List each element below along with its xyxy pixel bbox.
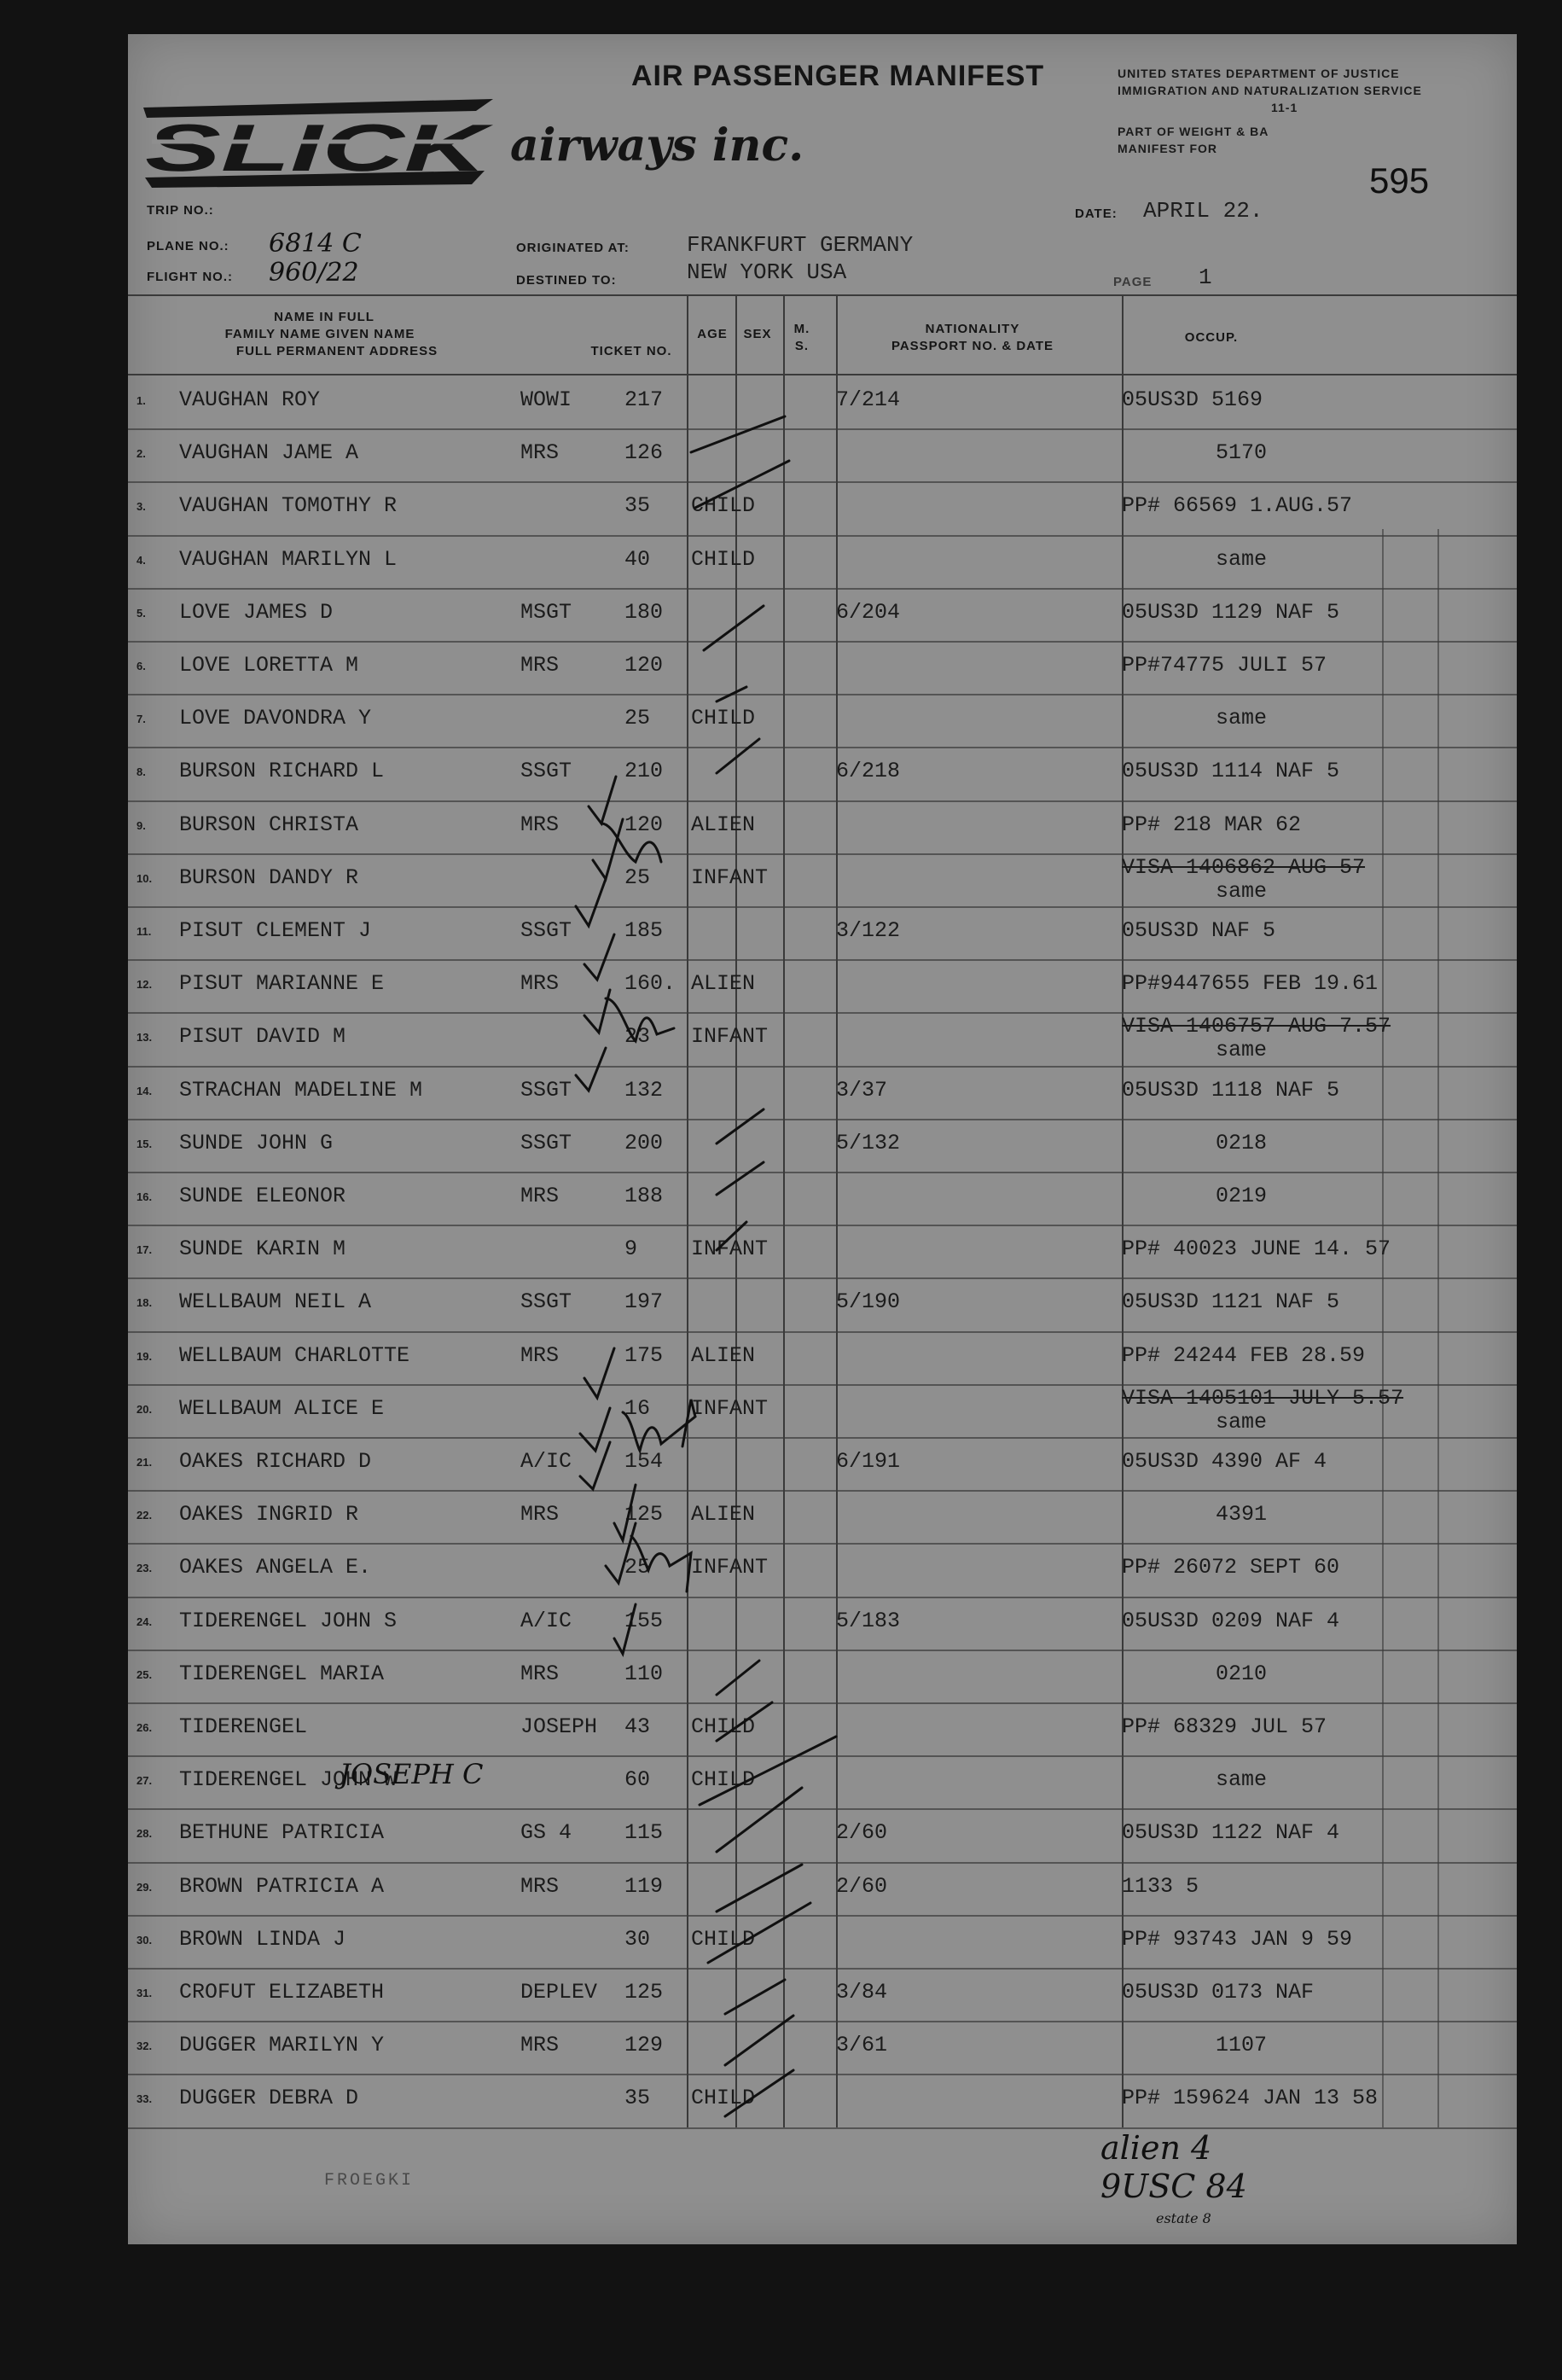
row-number: 31. xyxy=(136,1987,153,1999)
passenger-rank: MRS xyxy=(520,1873,560,1899)
ticket-number: 40 xyxy=(624,546,651,572)
ticket-number: 25 xyxy=(624,706,651,731)
ticket-number: 120 xyxy=(624,812,664,837)
passenger-name: CROFUT ELIZABETH xyxy=(179,1980,385,2005)
ticket-number: 119 xyxy=(624,1873,664,1899)
ticket-number: 125 xyxy=(624,1502,664,1528)
ticket-number: 197 xyxy=(624,1289,664,1315)
occupation-value: same xyxy=(1216,1767,1268,1793)
occupation-value: VISA 1405101 JULY 5.57 xyxy=(1122,1385,1404,1411)
age-value: CHILD xyxy=(691,706,756,731)
nationality-value: 2/60 xyxy=(836,1820,888,1846)
passenger-name: TIDERENGEL JOHN S xyxy=(179,1608,398,1633)
ticket-number: 60 xyxy=(624,1767,651,1793)
airways-inc-script: airways inc. xyxy=(510,119,804,172)
ticket-number: 129 xyxy=(624,2033,664,2058)
occupation-extra: same xyxy=(1216,1409,1268,1434)
nationality-header-line1: NATIONALITY xyxy=(925,322,1020,336)
ticket-number: 25 xyxy=(624,1555,651,1580)
document-title: AIR PASSENGER MANIFEST xyxy=(631,60,1045,92)
row-number: 4. xyxy=(136,553,146,567)
dash-mark xyxy=(717,1162,764,1195)
nationality-value: 3/84 xyxy=(836,1980,888,2005)
passenger-rank: MRS xyxy=(520,653,560,678)
passenger-name: PISUT MARIANNE E xyxy=(179,971,385,997)
passenger-rank: SSGT xyxy=(520,1130,572,1155)
dash-mark xyxy=(717,1661,759,1695)
row-number: 19. xyxy=(136,1349,153,1363)
occupation-value: 05US3D 1129 NAF 5 xyxy=(1122,599,1340,625)
dash-mark xyxy=(691,416,785,452)
passenger-name: SUNDE JOHN G xyxy=(179,1130,334,1155)
plane-no-label: PLANE NO.: xyxy=(147,239,229,253)
age-value: CHILD xyxy=(691,2086,756,2111)
occupation-value: same xyxy=(1216,546,1268,572)
ticket-number: 9 xyxy=(624,1237,638,1262)
ticket-number: 120 xyxy=(624,653,664,678)
passenger-name: PISUT DAVID M xyxy=(179,1024,346,1050)
row-number: 9. xyxy=(136,818,146,832)
row-number: 13. xyxy=(136,1031,153,1045)
handwritten-note-line3: estate 8 xyxy=(1156,2210,1211,2226)
footer-note: FROEGKI xyxy=(324,2171,415,2191)
row-number: 10. xyxy=(136,871,153,885)
nationality-value: 3/122 xyxy=(836,918,901,943)
trip-no-label: TRIP NO.: xyxy=(147,203,214,218)
name-header-line3: FULL PERMANENT ADDRESS xyxy=(235,344,438,358)
dept-justice-line: UNITED STATES DEPARTMENT OF JUSTICE xyxy=(1118,67,1400,80)
passenger-name: TIDERENGEL MARIA xyxy=(179,1661,385,1686)
passenger-name: WELLBAUM CHARLOTTE xyxy=(179,1342,410,1368)
passenger-name: LOVE LORETTA M xyxy=(179,653,359,678)
row-number: 24. xyxy=(136,1615,153,1628)
passenger-rank: MRS xyxy=(520,971,560,997)
occupation-value: 0210 xyxy=(1216,1661,1268,1686)
nationality-value: 7/214 xyxy=(836,387,901,412)
age-value: INFANT xyxy=(691,1237,769,1262)
occupation-value: PP# 24244 FEB 28.59 xyxy=(1122,1342,1366,1368)
dash-mark xyxy=(704,606,764,650)
ticket-number: 185 xyxy=(624,918,664,943)
passenger-rank: MSGT xyxy=(520,599,572,625)
passenger-name: VAUGHAN ROY xyxy=(179,387,321,412)
occupation-value: PP# 68329 JUL 57 xyxy=(1122,1714,1327,1739)
row-number: 12. xyxy=(136,978,153,992)
originated-label: ORIGINATED AT: xyxy=(516,241,630,255)
passenger-name: WELLBAUM NEIL A xyxy=(179,1289,372,1315)
age-value: CHILD xyxy=(691,1767,756,1793)
row-number: 26. xyxy=(136,1721,153,1734)
occupation-extra: same xyxy=(1216,1038,1268,1063)
passenger-name: BETHUNE PATRICIA xyxy=(179,1820,385,1846)
page-label: PAGE xyxy=(1113,275,1153,289)
occupation-value: same xyxy=(1216,706,1268,731)
passenger-rank: MRS xyxy=(520,1342,560,1368)
stamp-number: 595 xyxy=(1369,160,1430,201)
occupation-header: OCCUP. xyxy=(1184,330,1239,345)
occupation-value: 05US3D 4390 AF 4 xyxy=(1122,1449,1327,1474)
age-value: ALIEN xyxy=(691,812,756,837)
flight-no-value: 960/22 xyxy=(269,258,359,288)
row-number: 14. xyxy=(136,1084,153,1097)
dash-mark xyxy=(725,2016,793,2065)
ticket-number: 35 xyxy=(624,2086,651,2111)
passenger-rank: MRS xyxy=(520,440,560,466)
passenger-name: DUGGER MARILYN Y xyxy=(179,2033,385,2058)
ticket-number: 25 xyxy=(624,864,651,890)
dash-mark xyxy=(695,461,789,508)
row-number: 33. xyxy=(136,2092,153,2106)
occupation-value: 05US3D 1118 NAF 5 xyxy=(1122,1077,1340,1103)
age-value: CHILD xyxy=(691,546,756,572)
passenger-rank: SSGT xyxy=(520,918,572,943)
age-value: ALIEN xyxy=(691,971,756,997)
row-number: 6. xyxy=(136,660,146,672)
passenger-name: BURSON RICHARD L xyxy=(179,759,385,784)
dash-mark xyxy=(717,1865,802,1912)
originated-value: FRANKFURT GERMANY xyxy=(687,232,914,258)
passenger-name: BURSON CHRISTA xyxy=(179,812,359,837)
occupation-value: PP#74775 JULI 57 xyxy=(1122,653,1327,678)
occupation-value: 05US3D 0173 NAF xyxy=(1122,1980,1315,2005)
ticket-number: 200 xyxy=(624,1130,664,1155)
handwritten-marks xyxy=(128,34,1517,2244)
passenger-rank: MRS xyxy=(520,1184,560,1208)
age-value: ALIEN xyxy=(691,1342,756,1368)
nationality-value: 3/37 xyxy=(836,1077,888,1103)
passenger-name: VAUGHAN TOMOTHY R xyxy=(179,493,398,519)
occupation-value: PP# 93743 JAN 9 59 xyxy=(1122,1926,1353,1952)
occupation-value: 05US3D NAF 5 xyxy=(1122,918,1276,943)
ticket-number: 217 xyxy=(624,387,664,412)
passenger-rank: GS 4 xyxy=(520,1820,572,1846)
page-value: 1 xyxy=(1199,265,1212,290)
occupation-value: PP# 66569 1.AUG.57 xyxy=(1122,493,1353,519)
age-value: CHILD xyxy=(691,1926,756,1952)
passenger-rank: SSGT xyxy=(520,759,572,784)
flight-no-label: FLIGHT NO.: xyxy=(147,270,233,284)
dash-mark xyxy=(717,1222,746,1250)
ticket-number: 154 xyxy=(624,1449,664,1474)
row-number: 2. xyxy=(136,447,146,461)
passenger-name: OAKES ANGELA E. xyxy=(179,1555,372,1580)
form-number: 11-1 xyxy=(1271,101,1298,114)
age-value: ALIEN xyxy=(691,1502,756,1528)
age-value: INFANT xyxy=(691,1024,769,1050)
ms-header-s: S. xyxy=(794,339,810,353)
row-number: 29. xyxy=(136,1880,153,1894)
passenger-name: PISUT CLEMENT J xyxy=(179,918,372,943)
occupation-value: PP# 40023 JUNE 14. 57 xyxy=(1122,1237,1391,1262)
occupation-value: 05US3D 1114 NAF 5 xyxy=(1122,759,1340,784)
row-number: 30. xyxy=(136,1933,153,1946)
ticket-number: 35 xyxy=(624,493,651,519)
passenger-name: SUNDE KARIN M xyxy=(179,1237,346,1262)
row-number: 11. xyxy=(136,925,152,938)
ticket-number: 115 xyxy=(624,1820,664,1846)
occupation-value: 0218 xyxy=(1216,1130,1268,1155)
handwritten-name: JOSEPH C xyxy=(340,1758,484,1790)
passenger-rank: JOSEPH xyxy=(520,1714,598,1739)
passenger-rank: WOWI xyxy=(520,387,572,412)
plane-no-value: 6814 C xyxy=(269,229,362,259)
age-value: INFANT xyxy=(691,1555,769,1580)
age-value: CHILD xyxy=(691,1714,756,1739)
passenger-rank: MRS xyxy=(520,2033,560,2058)
passenger-rank: MRS xyxy=(520,1502,560,1528)
destined-value: NEW YORK USA xyxy=(687,259,847,285)
row-number: 15. xyxy=(136,1137,153,1150)
manifest-for-line: MANIFEST FOR xyxy=(1118,142,1217,155)
date-label: DATE: xyxy=(1075,207,1118,221)
ticket-number: 110 xyxy=(624,1661,664,1686)
row-number: 17. xyxy=(136,1243,153,1257)
ms-header-m: M. xyxy=(793,322,810,336)
nationality-value: 6/218 xyxy=(836,759,901,784)
occupation-value: VISA 1406757 AUG 7.57 xyxy=(1122,1014,1391,1039)
nationality-value: 5/132 xyxy=(836,1130,901,1155)
ticket-number: 30 xyxy=(624,1926,651,1952)
row-number: 25. xyxy=(136,1667,153,1681)
ticket-header: TICKET NO. xyxy=(590,344,672,358)
nationality-value: 5/183 xyxy=(836,1608,901,1633)
nationality-header-line2: PASSPORT NO. & DATE xyxy=(891,339,1054,353)
age-value: INFANT xyxy=(691,864,769,890)
dash-mark xyxy=(717,1702,772,1741)
row-number: 28. xyxy=(136,1827,153,1841)
destined-label: DESTINED TO: xyxy=(516,273,617,288)
name-header-line2: FAMILY NAME GIVEN NAME xyxy=(224,327,415,341)
immigration-line: IMMIGRATION AND NATURALIZATION SERVICE xyxy=(1118,84,1422,97)
passenger-rank: MRS xyxy=(520,812,560,837)
passenger-rank: A/IC xyxy=(520,1608,572,1633)
passenger-rank: A/IC xyxy=(520,1449,572,1474)
age-value: CHILD xyxy=(691,493,756,519)
ticket-number: 155 xyxy=(624,1608,664,1633)
ticket-number: 23 xyxy=(624,1024,651,1050)
handwritten-note-line1: alien 4 xyxy=(1100,2129,1212,2167)
ticket-number: 132 xyxy=(624,1077,664,1103)
occupation-value: 4391 xyxy=(1216,1502,1268,1528)
dash-mark xyxy=(717,1109,764,1143)
ticket-number: 43 xyxy=(624,1714,651,1739)
row-number: 5. xyxy=(136,606,146,620)
occupation-value: 05US3D 1121 NAF 5 xyxy=(1122,1289,1340,1315)
dash-mark xyxy=(708,1903,810,1963)
manifest-document xyxy=(128,34,1517,2244)
weight-balance-line: PART OF WEIGHT & BA xyxy=(1118,125,1269,138)
ticket-number: 175 xyxy=(624,1342,664,1368)
passenger-name: BROWN LINDA J xyxy=(179,1926,346,1952)
row-number: 32. xyxy=(136,2040,153,2053)
occupation-value: PP# 159624 JAN 13 58 xyxy=(1122,2086,1379,2111)
row-number: 7. xyxy=(136,713,146,726)
occupation-value: 5170 xyxy=(1216,440,1268,466)
dash-mark xyxy=(717,739,759,773)
nationality-value: 6/191 xyxy=(836,1449,901,1474)
row-number: 8. xyxy=(136,765,146,779)
ticket-number: 125 xyxy=(624,1980,664,2005)
row-number: 18. xyxy=(136,1296,153,1310)
name-header-line1: NAME IN FULL xyxy=(274,310,375,324)
occupation-value: 1133 5 xyxy=(1122,1873,1199,1899)
occupation-value: PP# 26072 SEPT 60 xyxy=(1122,1555,1340,1580)
age-header: AGE xyxy=(697,327,728,341)
nationality-value: 2/60 xyxy=(836,1873,888,1899)
occupation-value: 05US3D 1122 NAF 4 xyxy=(1122,1820,1340,1846)
dash-mark xyxy=(725,2070,793,2116)
handwritten-note-line2: 9USC 84 xyxy=(1100,2168,1247,2205)
occupation-value: 0219 xyxy=(1216,1184,1268,1208)
dash-mark xyxy=(717,1788,802,1852)
ticket-number: 16 xyxy=(624,1395,651,1421)
passenger-name: OAKES RICHARD D xyxy=(179,1449,372,1474)
row-number: 3. xyxy=(136,500,146,514)
occupation-value: PP# 218 MAR 62 xyxy=(1122,812,1302,837)
passenger-name: BROWN PATRICIA A xyxy=(179,1873,385,1899)
ticket-number: 188 xyxy=(624,1184,664,1208)
age-value: INFANT xyxy=(691,1395,769,1421)
row-number: 16. xyxy=(136,1190,153,1203)
ticket-number: 160. xyxy=(624,971,676,997)
svg-text:SLICK: SLICK xyxy=(145,110,495,185)
passenger-rank: SSGT xyxy=(520,1077,572,1103)
dash-mark xyxy=(725,1980,785,2014)
passenger-rank: DEPLEV xyxy=(520,1980,598,2005)
row-number: 27. xyxy=(136,1774,153,1788)
occupation-value: 1107 xyxy=(1216,2033,1268,2058)
passenger-name: VAUGHAN MARILYN L xyxy=(179,546,398,572)
nationality-value: 6/204 xyxy=(836,599,901,625)
passenger-name: VAUGHAN JAME A xyxy=(179,440,359,466)
passenger-name: LOVE JAMES D xyxy=(179,599,334,625)
passenger-name: STRACHAN MADELINE M xyxy=(179,1077,423,1103)
ticket-number: 180 xyxy=(624,599,664,625)
sex-header: SEX xyxy=(743,327,772,341)
passenger-name: WELLBAUM ALICE E xyxy=(179,1395,385,1421)
passenger-name: OAKES INGRID R xyxy=(179,1502,359,1528)
passenger-rank: SSGT xyxy=(520,1289,572,1315)
ticket-number: 210 xyxy=(624,759,664,784)
row-number: 21. xyxy=(136,1456,153,1469)
nationality-value: 5/190 xyxy=(836,1289,901,1315)
date-value: APRIL 22. xyxy=(1143,198,1263,224)
passenger-rank: MRS xyxy=(520,1661,560,1686)
passenger-name: DUGGER DEBRA D xyxy=(179,2086,359,2111)
dash-mark xyxy=(700,1737,836,1805)
dash-mark xyxy=(717,687,746,701)
ticket-number: 126 xyxy=(624,440,664,466)
row-number: 20. xyxy=(136,1402,153,1416)
occupation-value: PP#9447655 FEB 19.61 xyxy=(1122,971,1379,997)
passenger-name: TIDERENGEL JOHN W xyxy=(179,1767,398,1793)
passenger-name: TIDERENGEL xyxy=(179,1714,308,1739)
row-number: 1. xyxy=(136,394,146,407)
occupation-value: 05US3D 5169 xyxy=(1122,387,1263,412)
occupation-extra: same xyxy=(1216,878,1268,904)
occupation-value: VISA 1406862 AUG 57 xyxy=(1122,854,1366,880)
nationality-value: 3/61 xyxy=(836,2033,888,2058)
row-number: 22. xyxy=(136,1509,153,1522)
passenger-name: LOVE DAVONDRA Y xyxy=(179,706,372,731)
occupation-value: 05US3D 0209 NAF 4 xyxy=(1122,1608,1340,1633)
passenger-name: SUNDE ELEONOR xyxy=(179,1184,346,1208)
row-number: 23. xyxy=(136,1562,153,1575)
passenger-name: BURSON DANDY R xyxy=(179,864,359,890)
